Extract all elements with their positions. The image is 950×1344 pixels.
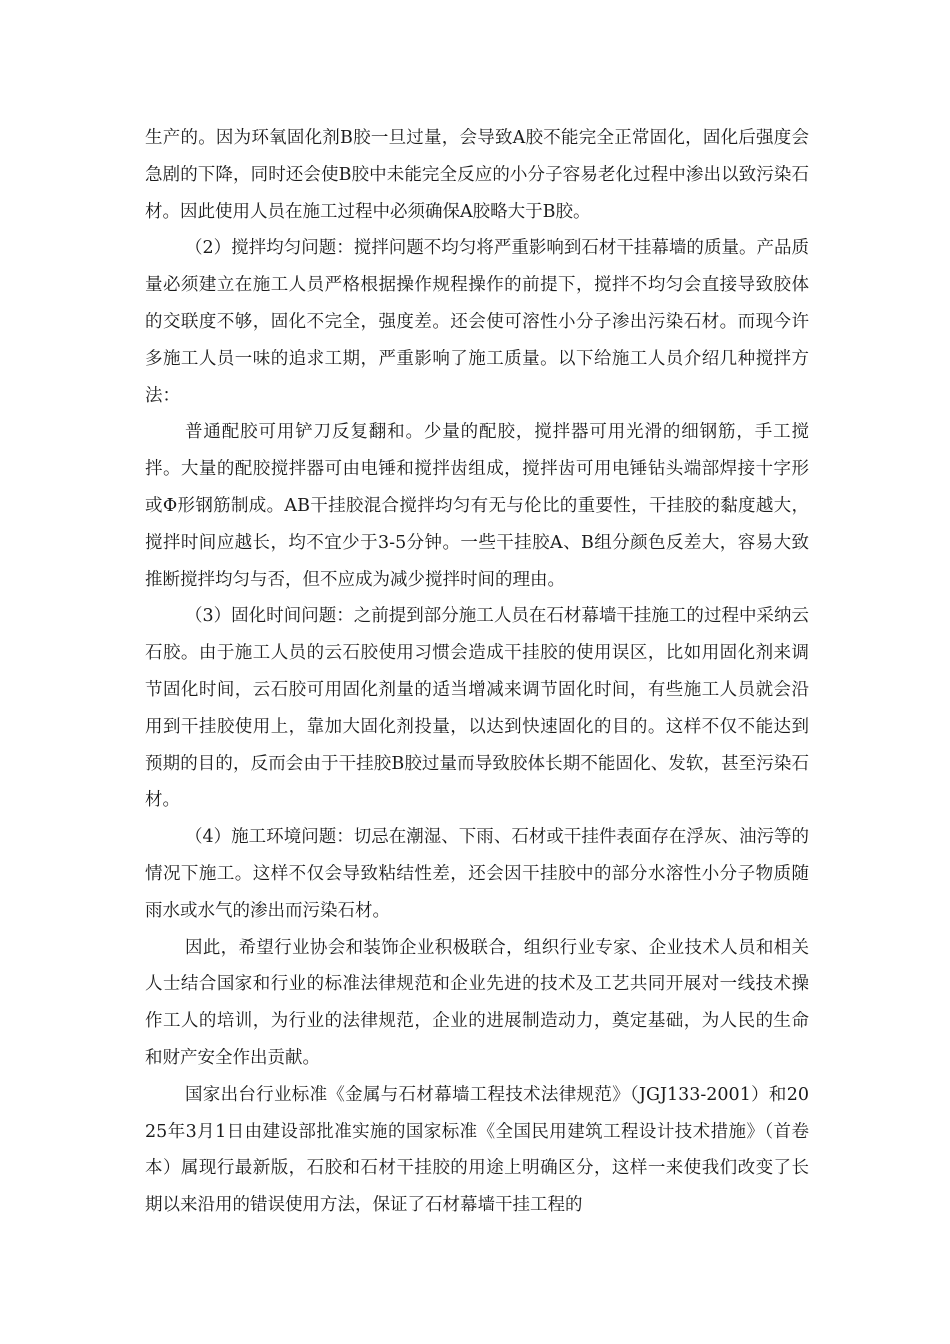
document-body [145,120,809,1224]
paragraph-mixing-issue: （2）搅拌均匀问题：搅拌问题不均匀将严重影响到石材干挂幕墙的质量。产品质量必须建立在施工人员严格根据操作规程操作的前提下，搅拌不均匀会直接导致胶体的交联度不够，固化不完全，强度差。还会使可溶性小分子渗出污染石材。而现今许多施工人员一味的追求工期，严重影响了施工质量。以下给施工人员介绍几种搅拌方法： [145,238,809,406]
paragraph-standards: 国家出台行业标准《金属与石材幕墙工程技术法律规范》（JGJ133-2001）和2025年3月1日由建设部批准实施的国家标准《全国民用建筑工程设计技术措施》（首卷本）属现行最新版，石胶和石材干挂胶的用途上明确区分，这样一来使我们改变了长期以来沿用的错误使用方法，保证了石材幕墙干挂工程的 [145,1084,809,1216]
paragraph-ratio-note: 生产的。因为环氧固化剂B胶一旦过量，会导致A胶不能完全正常固化，固化后强度会急剧的下降，同时还会使B胶中未能完全反应的小分子容易老化过程中渗出以致污染石材。因此使用人员在施工过程中必须确保A胶略大于B胶。 [145,128,809,222]
paragraph-training: 因此，希望行业协会和装饰企业积极联合，组织行业专家、企业技术人员和相关人士结合国家和行业的标准法律规范和企业先进的技术及工艺共同开展对一线技术操作工人的培训，为行业的法律规范，企业的进展制造动力，奠定基础，为人民的生命和财产安全作出贡献。 [145,937,809,1068]
paragraph-mixing-methods: 普通配胶可用铲刀反复翻和。少量的配胶，搅拌器可用光滑的细钢筋，手工搅拌。大量的配胶搅拌器可由电锤和搅拌齿组成，搅拌齿可用电锤钻头端部焊接十字形或Φ形钢筋制成。AB干挂胶混合搅拌均匀有无与伦比的重要性，干挂胶的黏度越大，搅拌时间应越长，均不宜少于3-5分钟。一些干挂胶A、B组分颜色反差大，容易大致推断搅拌均匀与否，但不应成为减少搅拌时间的理由。 [145,422,809,590]
paragraph-curing-time: （3）固化时间问题：之前提到部分施工人员在石材幕墙干挂施工的过程中采纳云石胶。由于施工人员的云石胶使用习惯会造成干挂胶的使用误区，比如用固化剂来调节固化时间，云石胶可用固化剂量的适当增减来调节固化时间，有些施工人员就会沿用到干挂胶使用上，靠加大固化剂投量，以达到快速固化的目的。这样不仅不能达到预期的目的，反而会由于干挂胶B胶过量而导致胶体长期不能固化、发软，甚至污染石材。 [145,606,809,811]
paragraph-environment: （4）施工环境问题：切忌在潮湿、下雨、石材或干挂件表面存在浮灰、油污等的情况下施工。这样不仅会导致粘结性差，还会因干挂胶中的部分水溶性小分子物质随雨水或水气的渗出而污染石材。 [145,827,809,921]
